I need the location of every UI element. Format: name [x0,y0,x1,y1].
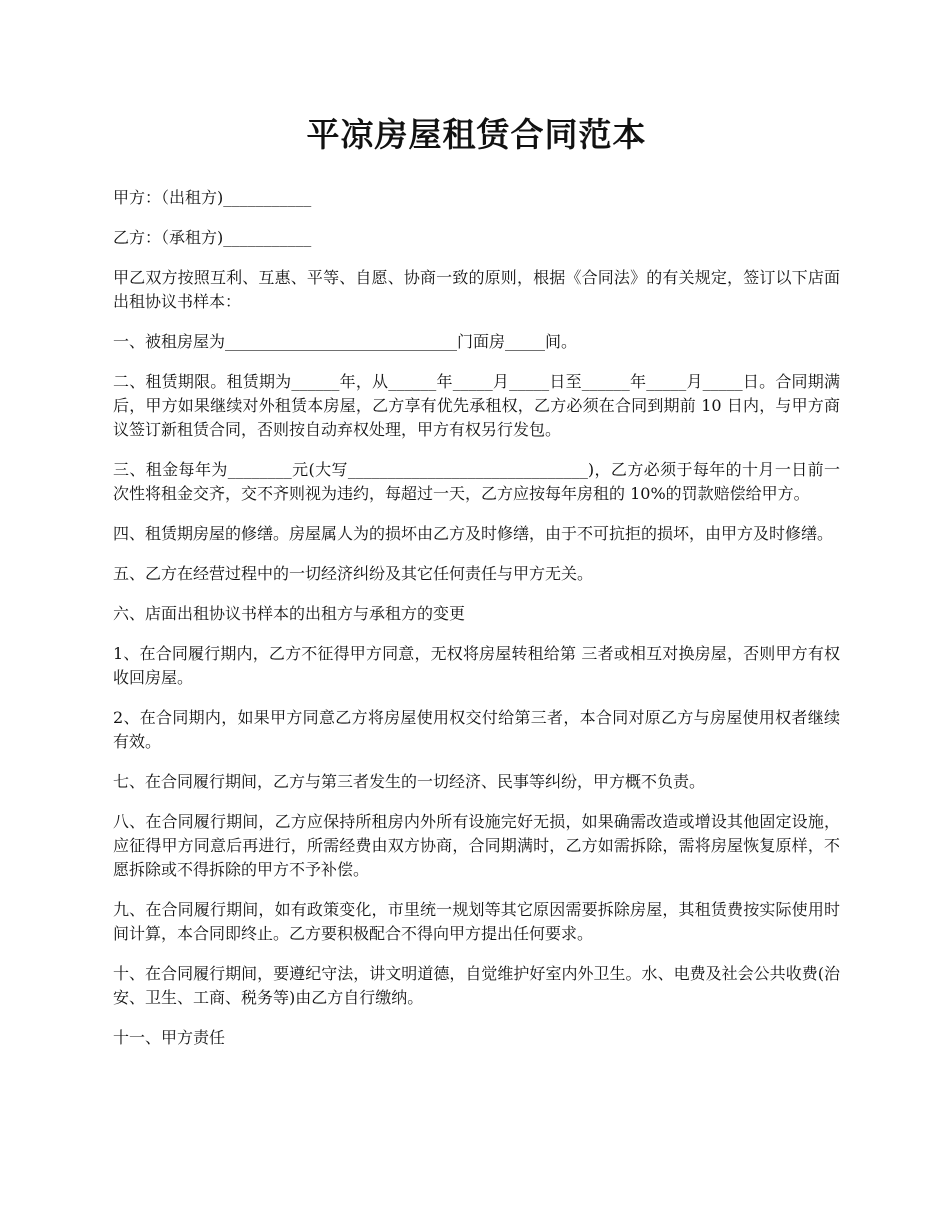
clause-1-paragraph: 一、被租房屋为_____________________________门面房_____间。 [113,332,578,351]
clause-10-paragraph: 十、在合同履行期间，要遵纪守法，讲文明道德，自觉维护好室内外卫生。水、电费及社会公共收费(治安、卫生、工商、税务等)由乙方自行缴纳。 [113,964,840,1007]
clause-11-heading: 十一、甲方责任 [113,1028,226,1047]
clause-3-paragraph: 三、租金每年为________元(大写______________________________)，乙方必须于每年的十月一日前一次性将租金交齐，交不齐则视为违约，每超过一天，乙方应按每年房租的 10%的罚款赔偿给甲方。 [113,460,840,503]
clause-6-item-2: 2、在合同期内，如果甲方同意乙方将房屋使用权交付给第三者，本合同对原乙方与房屋使用权者继续有效。 [113,708,840,751]
clause-4-paragraph: 四、租赁期房屋的修缮。房屋属人为的损坏由乙方及时修缮，由于不可抗拒的损坏，由甲方及时修缮。 [113,524,834,543]
clause-7-paragraph: 七、在合同履行期间，乙方与第三者发生的一切经济、民事等纠纷，甲方概不负责。 [113,772,706,791]
clause-8-paragraph: 八、在合同履行期间，乙方应保持所租房内外所有设施完好无损，如果确需改造或增设其他固定设施，应征得甲方同意后再进行，所需经费由双方协商，合同期满时，乙方如需拆除，需将房屋恢复原样，不愿拆除或不得拆除的甲方不予补偿。 [113,812,840,879]
clause-5-paragraph: 五、乙方在经营过程中的一切经济纠纷及其它任何责任与甲方无关。 [113,564,594,583]
clause-6-heading: 六、店面出租协议书样本的出租方与承租方的变更 [113,604,466,623]
document-page [113,110,840,1066]
party-a-line: 甲方：（出租方)___________ [113,188,312,207]
clause-9-paragraph: 九、在合同履行期间，如有政策变化，市里统一规划等其它原因需要拆除房屋，其租赁费按实际使用时间计算，本合同即终止。乙方要积极配合不得向甲方提出任何要求。 [113,900,840,943]
preamble-paragraph: 甲乙双方按照互利、互惠、平等、自愿、协商一致的原则，根据《合同法》的有关规定，签订以下店面出租协议书样本： [113,268,840,311]
clause-2-paragraph: 二、租赁期限。租赁期为______年，从______年_____月_____日至______年_____月_____日。合同期满后，甲方如果继续对外租赁本房屋，乙方享有优先承租权，乙方必须在合同到期前 10 日内，与甲方商议签订新租赁合同，否则按自动弃权处理，甲方有权另行发包。 [113,372,840,439]
party-b-line: 乙方：（承租方)___________ [113,228,312,247]
clause-6-item-1: 1、在合同履行期内，乙方不征得甲方同意，无权将房屋转租给第 三者或相互对换房屋，否则甲方有权收回房屋。 [113,644,840,687]
document-title: 平凉房屋租赁合同范本 [306,115,647,154]
